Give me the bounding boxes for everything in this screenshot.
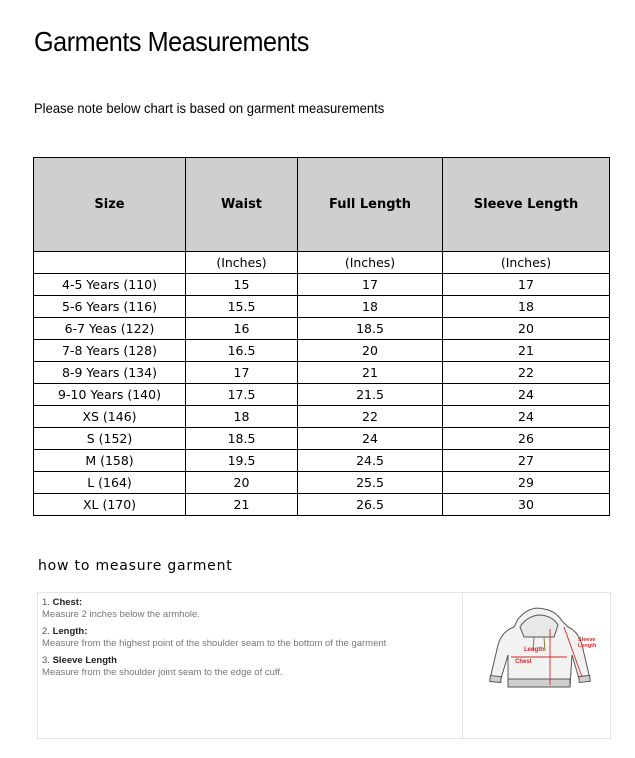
cell-size: M (158): [34, 450, 186, 472]
cell-sleeve-length: 26: [443, 428, 610, 450]
step-sleeve-length: [42, 655, 456, 678]
cell-full-length: 18.5: [298, 318, 443, 340]
length-label: Length: [524, 647, 544, 653]
cell-size: 5-6 Years (116): [34, 296, 186, 318]
step-description: Measure from the shoulder joint seam to the edge of cuff.: [42, 666, 283, 678]
cell-full-length: 17: [298, 274, 443, 296]
measure-steps: [42, 597, 456, 684]
table-row: [34, 450, 610, 472]
left-cuff: [490, 675, 502, 682]
cell-full-length: 24.5: [298, 450, 443, 472]
header-sleeve-length: Sleeve Length: [443, 158, 610, 252]
table-row: [34, 472, 610, 494]
hoodie-waistband: [508, 679, 570, 687]
cell-sleeve-length: 20: [443, 318, 610, 340]
step-length: [42, 626, 456, 649]
step-number: 2.: [42, 626, 50, 637]
table-row: [34, 340, 610, 362]
cell-size: S (152): [34, 428, 186, 450]
step-number: 3.: [42, 655, 50, 666]
table-row: [34, 428, 610, 450]
cell-waist: 18: [186, 406, 298, 428]
cell-waist: 18.5: [186, 428, 298, 450]
cell-waist: 16.5: [186, 340, 298, 362]
cell-size: 8-9 Years (134): [34, 362, 186, 384]
unit-full-length: (Inches): [298, 252, 443, 274]
unit-size: [34, 252, 186, 274]
table-header-row: [34, 158, 610, 252]
step-name: Chest:: [52, 597, 83, 608]
cell-sleeve-length: 29: [443, 472, 610, 494]
cell-sleeve-length: 21: [443, 340, 610, 362]
right-cuff: [579, 675, 591, 682]
step-description: Measure from the highest point of the shoulder seam to the bottom of the garment: [42, 637, 387, 649]
cell-sleeve-length: 17: [443, 274, 610, 296]
size-chart-table: [33, 157, 610, 516]
cell-sleeve-length: 18: [443, 296, 610, 318]
table-row: [34, 494, 610, 516]
step-number: 1.: [42, 597, 50, 608]
page-title: Garments Measurements: [34, 26, 309, 57]
cell-waist: 17.5: [186, 384, 298, 406]
cell-sleeve-length: 22: [443, 362, 610, 384]
cell-size: XL (170): [34, 494, 186, 516]
cell-size: 6-7 Yeas (122): [34, 318, 186, 340]
step-chest: [42, 597, 456, 620]
table-row: [34, 318, 610, 340]
table-row: [34, 296, 610, 318]
header-size: Size: [34, 158, 186, 252]
cell-size: L (164): [34, 472, 186, 494]
step-name: Sleeve Length: [52, 655, 117, 666]
header-waist: Waist: [186, 158, 298, 252]
cell-full-length: 18: [298, 296, 443, 318]
cell-sleeve-length: 24: [443, 384, 610, 406]
cell-waist: 20: [186, 472, 298, 494]
cell-sleeve-length: 24: [443, 406, 610, 428]
guide-title: how to measure garment: [38, 558, 233, 574]
table-row: [34, 384, 610, 406]
cell-full-length: 20: [298, 340, 443, 362]
table-row: [34, 274, 610, 296]
chart-note: Please note below chart is based on garment measurements: [34, 100, 385, 116]
unit-sleeve-length: (Inches): [443, 252, 610, 274]
cell-waist: 19.5: [186, 450, 298, 472]
cell-waist: 17: [186, 362, 298, 384]
cell-size: 7-8 Years (128): [34, 340, 186, 362]
cell-full-length: 21: [298, 362, 443, 384]
cell-full-length: 24: [298, 428, 443, 450]
table-row: [34, 362, 610, 384]
cell-size: 4-5 Years (110): [34, 274, 186, 296]
measure-guide-panel: [37, 592, 611, 739]
cell-sleeve-length: 30: [443, 494, 610, 516]
cell-size: 9-10 Years (140): [34, 384, 186, 406]
hoodie-diagram-icon: [478, 605, 603, 690]
cell-full-length: 22: [298, 406, 443, 428]
chest-label: Chest: [515, 659, 532, 665]
cell-sleeve-length: 27: [443, 450, 610, 472]
cell-waist: 15: [186, 274, 298, 296]
cell-full-length: 26.5: [298, 494, 443, 516]
unit-waist: (Inches): [186, 252, 298, 274]
cell-waist: 15.5: [186, 296, 298, 318]
header-full-length: Full Length: [298, 158, 443, 252]
cell-waist: 16: [186, 318, 298, 340]
step-description: Measure 2 inches below the armhole.: [42, 608, 200, 620]
cell-full-length: 25.5: [298, 472, 443, 494]
cell-size: XS (146): [34, 406, 186, 428]
cell-waist: 21: [186, 494, 298, 516]
sleeve-label: Sleeve Length: [578, 637, 597, 649]
cell-full-length: 21.5: [298, 384, 443, 406]
guide-divider: [462, 593, 463, 738]
units-row: [34, 252, 610, 274]
step-name: Length:: [52, 626, 88, 637]
table-row: [34, 406, 610, 428]
